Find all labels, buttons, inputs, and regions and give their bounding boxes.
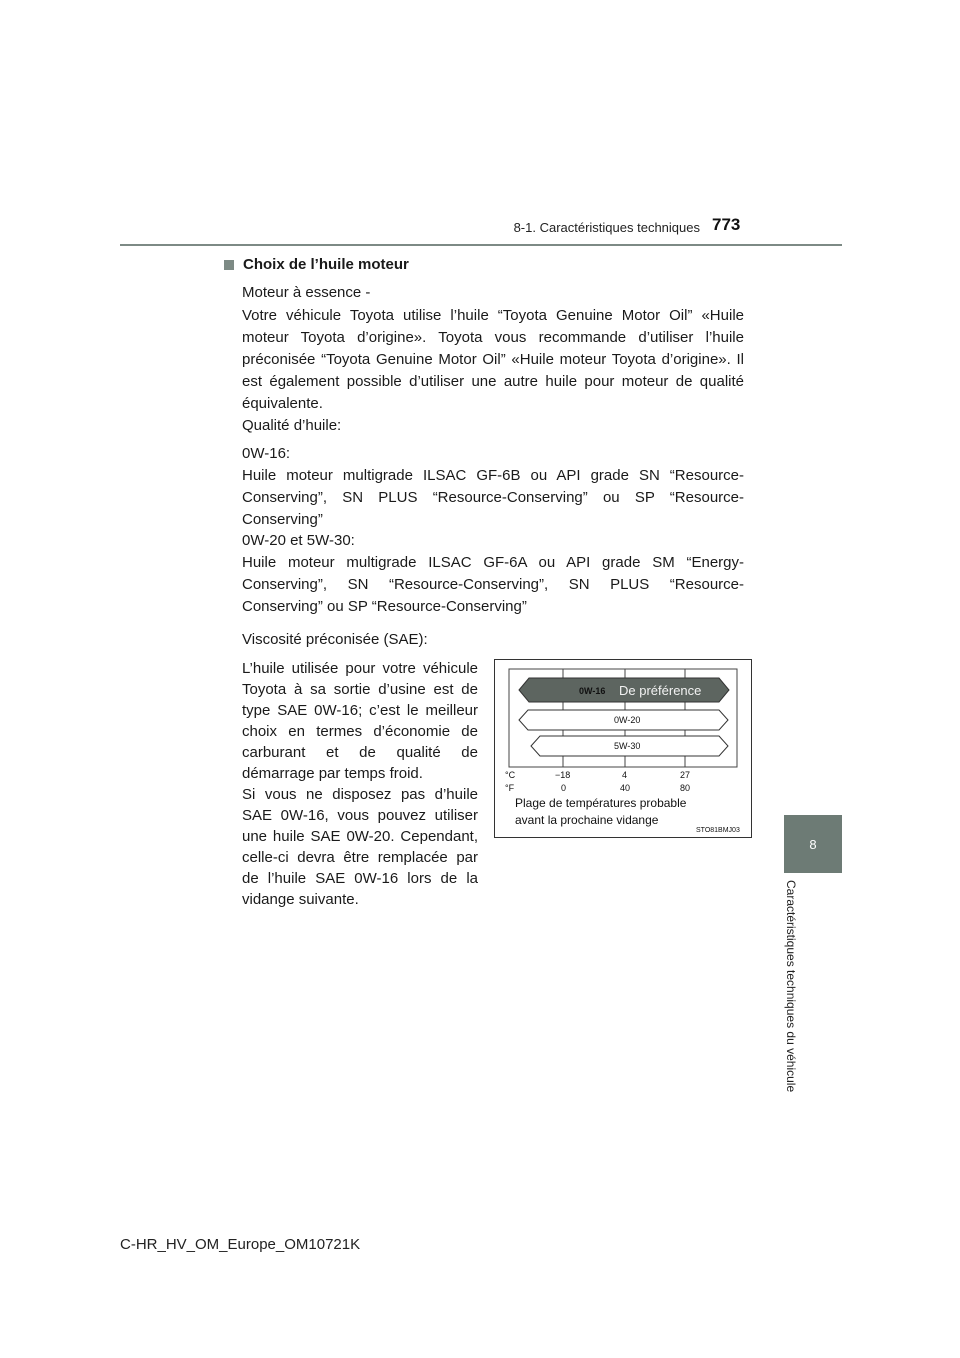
- section-heading: [224, 256, 409, 273]
- document-id: C-HR_HV_OM_Europe_OM10721K: [120, 1236, 361, 1253]
- text-line: celle-ci devra être remplacée par: [242, 849, 478, 866]
- bar-0w20-label: 0W-20: [614, 715, 641, 725]
- bar-0w16-label: De préférence: [619, 683, 702, 698]
- chapter-title: Caractéristiques techniques du véhicule: [784, 880, 798, 1093]
- header-divider: [120, 244, 842, 246]
- text-line: carburant et de qualité de: [242, 744, 478, 761]
- text-line: est également possible d’utiliser une autre huile pour moteur de qualité: [242, 373, 744, 390]
- chapter-tab: [784, 815, 842, 873]
- grade-0w20-5w30-block: [242, 530, 744, 618]
- viscosity-diagram: [495, 660, 751, 837]
- tick-f: 80: [680, 783, 691, 793]
- grade-title: 0W-16:: [242, 445, 291, 462]
- text-line: une huile SAE 0W-20. Cependant,: [242, 828, 478, 845]
- bar-0w16-grade: 0W-16: [579, 686, 606, 696]
- figure-caption-line1: Plage de températures probable: [515, 796, 687, 810]
- text-line: préconisée “Toyota Genuine Motor Oil” «Huile moteur Toyota d’origine». Il: [242, 351, 744, 368]
- text-line: Huile moteur multigrade ILSAC GF-6B ou API grade SN “Resource-: [242, 467, 744, 484]
- text-line: Si vous ne disposez pas d’huile: [242, 786, 478, 803]
- tick-f: 0: [561, 783, 567, 793]
- page-number: 773: [712, 215, 741, 234]
- heading-square-icon: [224, 260, 234, 270]
- text-line: de l’huile SAE 0W-16 lors de la: [242, 870, 478, 887]
- text-line: Conserving”, SN “Resource-Conserving”, SN PLUS “Resource-: [242, 576, 744, 593]
- viscosity-figure: [494, 659, 752, 838]
- oil-quality-label: Qualité d’huile:: [242, 417, 342, 434]
- tick-f: 40: [620, 783, 631, 793]
- text-line: Huile moteur multigrade ILSAC GF-6A ou API grade SM “Energy-: [242, 554, 744, 571]
- tick-c: 4: [622, 770, 628, 780]
- text-line: vidange suivante.: [242, 891, 359, 908]
- text-line: Conserving”, SN PLUS “Resource-Conserving” ou SP “Resource-: [242, 489, 744, 506]
- text-line: Votre véhicule Toyota utilise l’huile “Toyota Genuine Motor Oil” «Huile: [242, 307, 744, 324]
- unit-celsius: °C: [505, 770, 516, 780]
- viscosity-paragraph: [242, 658, 478, 910]
- grade-title: 0W-20 et 5W-30:: [242, 532, 355, 549]
- heading-text: Choix de l’huile moteur: [243, 256, 409, 273]
- unit-fahrenheit: °F: [505, 783, 515, 793]
- text-line: démarrage par temps froid.: [242, 765, 423, 782]
- bar-5w30-label: 5W-30: [614, 741, 641, 751]
- tick-c: 27: [680, 770, 691, 780]
- chapter-title-wrap: [784, 880, 810, 1110]
- text-line: type SAE 0W-16; c’est le meilleur: [242, 702, 478, 719]
- text-line: SAE 0W-16, vous pouvez utiliser: [242, 807, 478, 824]
- text-line: Toyota à sa sortie d’usine est de: [242, 681, 478, 698]
- engine-type: Moteur à essence -: [242, 284, 371, 301]
- text-line: Conserving” ou SP “Resource-Conserving”: [242, 598, 527, 615]
- section-title: 8-1. Caractéristiques techniques: [513, 220, 700, 235]
- intro-paragraph: [242, 305, 744, 415]
- figure-caption-line2: avant la prochaine vidange: [515, 813, 659, 827]
- figure-code: STO81BMJ03: [696, 827, 740, 834]
- viscosity-label: Viscosité préconisée (SAE):: [242, 631, 428, 648]
- text-line: Conserving”: [242, 511, 323, 528]
- text-line: L’huile utilisée pour votre véhicule: [242, 660, 478, 677]
- grade-0w16-block: [242, 443, 744, 531]
- text-line: équivalente.: [242, 395, 323, 412]
- text-line: moteur Toyota d’origine». Toyota vous recommande d’utiliser l’huile: [242, 329, 744, 346]
- text-line: choix en termes d’économie de: [242, 723, 478, 740]
- tick-c: −18: [555, 770, 571, 780]
- chapter-number: 8: [809, 836, 817, 852]
